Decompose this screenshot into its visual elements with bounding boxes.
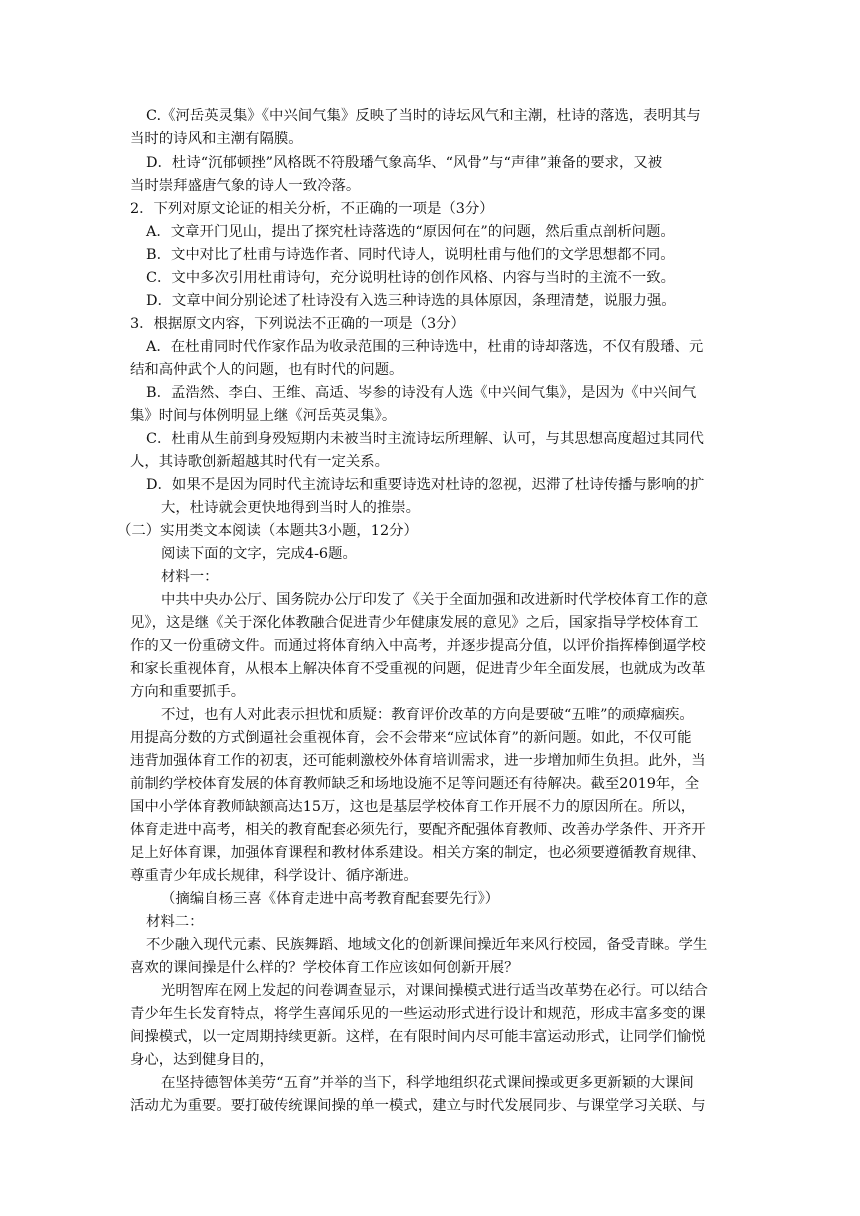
text-line: 当时的诗风和主潮有隔膜。 [130, 131, 303, 147]
text-line: 间操模式，以一定周期持续更新。这样，在有限时间内尽可能丰富运动形式，让同学们愉悦 [130, 1029, 706, 1045]
text-line: 足上好体育课，加强体育课程和教材体系建设。相关方案的制定，也必须要遵循教育规律、 [130, 845, 706, 861]
text-line: D．文章中间分别论述了杜诗没有入选三种诗选的具体原因，条理清楚，说服力强。 [146, 293, 676, 309]
text-line: 和家长重视体育，从根本上解决体育不受重视的问题，促进青少年全面发展，也就成为改革 [130, 661, 706, 677]
text-line: 用提高分数的方式倒逼社会重视体育，会不会带来“应试体育”的新问题。如此，不仅可能 [130, 730, 692, 746]
text-line: 见》，这是继《关于深化体教融合促进青少年健康发展的意见》之后，国家指导学校体育工 [130, 615, 699, 631]
text-line: 在坚持德智体美劳“五育”并举的当下，科学地组织花式课间操或更多更新颖的大课间 [161, 1075, 694, 1091]
text-line: 身心，达到健身目的， [130, 1052, 274, 1068]
text-line: 前制约学校体育发展的体育教师缺乏和场地设施不足等问题还有待解决。截至2019年，全 [130, 776, 700, 792]
text-line: 尊重青少年成长规律，科学设计、循序渐进。 [130, 868, 418, 884]
text-line: 阅读下面的文字，完成4-6题。 [161, 546, 357, 562]
text-line: 光明智库在网上发起的问卷调查显示，对课间操模式进行适当改革势在必行。可以结合 [161, 983, 708, 999]
text-line: 大，杜诗就会更快地得到当时人的推崇。 [161, 500, 421, 516]
material-label: 材料一： [161, 569, 219, 585]
text-line: B．文中对比了杜甫与诗选作者、同时代诗人，说明杜甫与他们的文学思想都不同。 [146, 247, 675, 263]
question-heading: 2．下列对原文论证的相关分析，不正确的一项是（3分） [130, 201, 494, 217]
text-line: 集》时间与体例明显上继《河岳英灵集》。 [130, 408, 397, 424]
text-line: D．如果不是因为同时代主流诗坛和重要诗选对杜诗的忽视，迟滞了杜诗传播与影响的扩 [146, 477, 705, 493]
text-line: C．杜甫从生前到身殁短期内未被当时主流诗坛所理解、认可，与其思想高度超过其同代 [146, 431, 704, 447]
text-line: 违背加强体育工作的初衷，还可能刺激校外体育培训需求，进一步增加师生负担。此外，当 [130, 753, 706, 769]
text-line: 青少年生长发育特点，将学生喜闻乐见的一些运动形式进行设计和规范，形成丰富多变的课 [130, 1006, 706, 1022]
text-line: 中共中央办公厅、国务院办公厅印发了《关于全面加强和改进新时代学校体育工作的意 [161, 592, 708, 608]
text-line: C．文中多次引用杜甫诗句，充分说明杜诗的创作风格、内容与当时的主流不一致。 [146, 270, 676, 286]
source-citation: （摘编自杨三喜《体育走进中高考教育配套要先行》） [161, 891, 500, 907]
text-line: 喜欢的课间操是什么样的？学校体育工作应该如何创新开展？ [130, 960, 519, 976]
text-line: B．孟浩然、李白、王维、高适、岑参的诗没有人选《中兴间气集》，是因为《中兴间气 [146, 385, 697, 401]
text-line: A．文章开门见山，提出了探究杜诗落选的“原因何在”的问题，然后重点剖析问题。 [146, 224, 675, 240]
text-line: 当时崇拜盛唐气象的诗人一致冷落。 [130, 178, 361, 194]
text-line: 作的又一份重磅文件。而通过将体育纳入中高考，并逐步提高分值，以评价指挥棒倒逼学校 [130, 638, 706, 654]
text-line: A．在杜甫同时代作家作品为收录范围的三种诗选中，杜甫的诗却落选，不仅有殷璠、元 [146, 339, 704, 355]
text-line: 方向和重要抓手。 [130, 684, 246, 700]
text-line: 体育走进中高考，相关的教育配套必须先行，要配齐配强体育教师、改善办学条件、开齐开 [130, 822, 706, 838]
text-line: 活动尤为重要。要打破传统课间操的单一模式，建立与时代发展同步、与课堂学习关联、与 [130, 1098, 706, 1114]
text-line: 不少融入现代元素、民族舞蹈、地域文化的创新课间操近年来风行校园，备受青睐。学生 [146, 937, 708, 953]
text-line: C.《河岳英灵集》《中兴间气集》反映了当时的诗坛风气和主潮，杜诗的落选，表明其与 [146, 108, 701, 124]
material-label: 材料二： [146, 914, 204, 930]
text-line: 结和高仲武个人的问题，也有时代的问题。 [130, 362, 404, 378]
section-heading: （二）实用类文本阅读（本题共3小题，12分） [117, 523, 418, 539]
text-line: 国中小学体育教师缺额高达15万，这也是基层学校体育工作开展不力的原因所在。所以， [130, 799, 696, 815]
text-line: 不过，也有人对此表示担忧和质疑：教育评价改革的方向是要破“五唯”的顽瘴痼疾。 [161, 707, 694, 723]
text-line: D．杜诗“沉郁顿挫”风格既不符殷璠气象高华、“风骨”与“声律”兼备的要求，又被 [146, 155, 663, 171]
question-heading: 3．根据原文内容，下列说法不正确的一项是（3分） [130, 316, 465, 332]
text-line: 人，其诗歌创新超越其时代有一定关系。 [130, 454, 390, 470]
